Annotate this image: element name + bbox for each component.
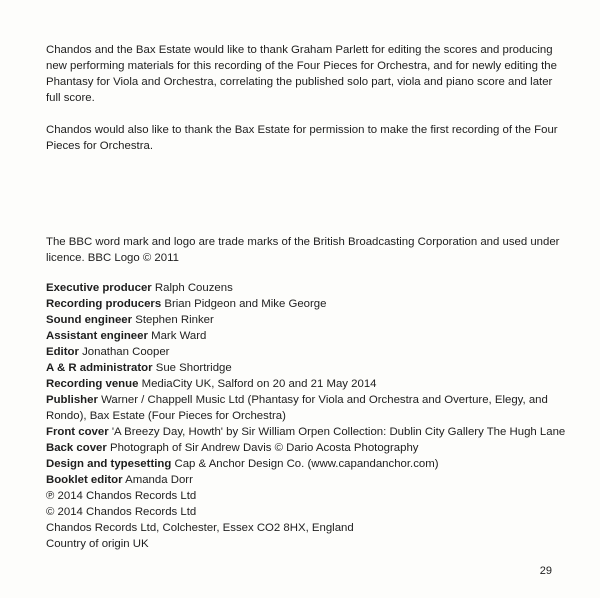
copyright-line: © 2014 Chandos Records Ltd bbox=[46, 506, 197, 518]
credit-value: Amanda Dorr bbox=[125, 474, 193, 486]
credit-line bbox=[46, 360, 566, 376]
credit-line bbox=[46, 456, 566, 472]
credit-line bbox=[46, 280, 566, 296]
copyright-line: ℗ 2014 Chandos Records Ltd bbox=[46, 490, 197, 502]
acknowledgement-paragraph: Chandos and the Bax Estate would like to thank Graham Parlett for editing the scores and producing new performing materials for this recording of the Four Pieces for Orchestra, and for newly editing the Phantasy for Viola and Orchestra, correlating the published solo part, viola and piano score and later full score. bbox=[46, 44, 557, 104]
credit-line bbox=[46, 440, 566, 456]
credit-value: Sue Shortridge bbox=[155, 362, 232, 374]
credit-value: Cap & Anchor Design Co. (www.capandanchor.com) bbox=[174, 458, 439, 470]
credit-role: Editor bbox=[46, 346, 79, 358]
credit-role: Publisher bbox=[46, 394, 98, 406]
credit-line bbox=[46, 472, 566, 488]
credit-value: Jonathan Cooper bbox=[82, 346, 170, 358]
trademark-paragraph: The BBC word mark and logo are trade marks of the British Broadcasting Corporation and used under licence. BBC Logo © 2011 bbox=[46, 236, 560, 264]
credit-value: Mark Ward bbox=[151, 330, 207, 342]
credit-role: Recording producers bbox=[46, 298, 162, 310]
credits-list bbox=[46, 280, 566, 552]
credit-line bbox=[46, 424, 566, 440]
credit-line bbox=[46, 344, 566, 360]
credit-role: Assistant engineer bbox=[46, 330, 148, 342]
credit-role: Design and typesetting bbox=[46, 458, 172, 470]
credit-line bbox=[46, 312, 566, 328]
country-line: Country of origin UK bbox=[46, 538, 149, 550]
credit-role: A & R administrator bbox=[46, 362, 153, 374]
page-number: 29 bbox=[539, 565, 552, 577]
credit-role: Booklet editor bbox=[46, 474, 123, 486]
credit-role: Recording venue bbox=[46, 378, 139, 390]
credit-line bbox=[46, 376, 566, 392]
credit-value: Photograph of Sir Andrew Davis © Dario Acosta Photography bbox=[109, 442, 419, 454]
credit-value: Stephen Rinker bbox=[135, 314, 214, 326]
credit-role: Executive producer bbox=[46, 282, 152, 294]
credit-line bbox=[46, 328, 566, 344]
credit-role: Back cover bbox=[46, 442, 107, 454]
credit-value: Brian Pidgeon and Mike George bbox=[164, 298, 327, 310]
credit-value: Warner / Chappell Music Ltd (Phantasy for Viola and Orchestra and Overture, Elegy, and Rondo), Bax Estate (Four Pieces for Orchestra) bbox=[46, 394, 548, 422]
credit-role: Front cover bbox=[46, 426, 109, 438]
credit-line bbox=[46, 296, 566, 312]
permission-paragraph: Chandos would also like to thank the Bax Estate for permission to make the first recording of the Four Pieces for Orchestra. bbox=[46, 124, 558, 152]
credit-role: Sound engineer bbox=[46, 314, 133, 326]
address-line: Chandos Records Ltd, Colchester, Essex CO2 8HX, England bbox=[46, 522, 354, 534]
credit-line bbox=[46, 392, 566, 424]
credit-value: MediaCity UK, Salford on 20 and 21 May 2014 bbox=[141, 378, 377, 390]
credit-value: Ralph Couzens bbox=[154, 282, 233, 294]
credit-value: 'A Breezy Day, Howth' by Sir William Orpen Collection: Dublin City Gallery The Hugh Lane bbox=[111, 426, 566, 438]
